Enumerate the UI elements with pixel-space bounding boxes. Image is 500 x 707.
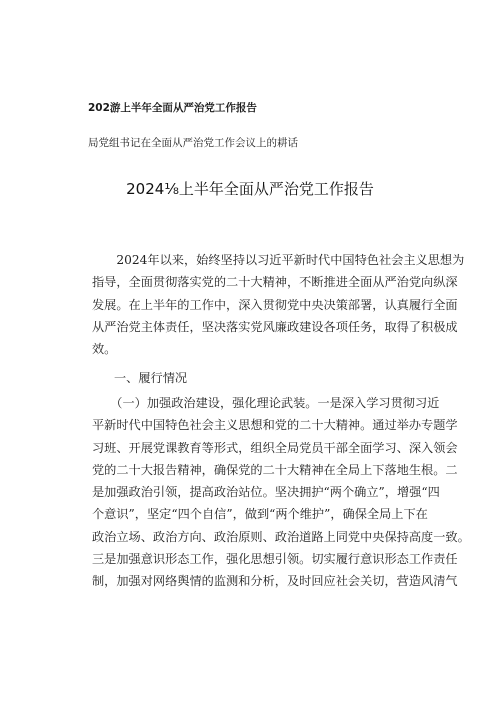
- intro-paragraph: [92, 249, 465, 360]
- paragraph-line: 平新时代中国特色社会主义思想和党的二十大精神。通过举办专题学: [92, 418, 458, 433]
- section-heading: 一、履行情况: [114, 371, 188, 385]
- paragraph-line: 制，加强对网络舆情的监测和分析，及时回应社会关切，营造风清气: [92, 574, 458, 589]
- toc-item-2: 局党组书记在全面从严治党工作会议上的耕话: [88, 137, 298, 149]
- paragraph-line: 三是加强意识形态工作，强化思想引领。切实履行意识形态工作责任: [92, 552, 458, 567]
- document-title: 2024⅛上半年全面从严治党工作报告: [126, 180, 374, 198]
- paragraph-line: 指导，全面贯彻落实党的二十大精神，不断推进全面从严治党向纵深: [92, 275, 458, 290]
- paragraph-line: 发展。在上半年的工作中，深入贯彻党中央决策部署，认真履行全面: [92, 297, 458, 312]
- paragraph-line: 2024年以来，始终坚持以习近平新时代中国特色社会主义思想为: [92, 253, 465, 267]
- section-paragraph: [92, 392, 470, 593]
- paragraph-line: 效。: [92, 342, 117, 357]
- paragraph-line: 党的二十大报告精神，确保党的二十大精神在全局上下落地生根。二: [92, 462, 458, 477]
- paragraph-line: 从严治党主体责任，坚决落实党风廉政建设各项任务，取得了积极成: [92, 319, 458, 334]
- paragraph-line: 是加强政治引领，提高政治站位。坚决拥护“两个确立”，增强“四: [92, 485, 440, 500]
- paragraph-line: 政治立场、政治方向、政治原则、政治道路上同党中央保持高度一致。: [92, 529, 470, 544]
- paragraph-line: 个意识”，坚定“四个自信”，做到“两个维护”，确保全局上下在: [92, 507, 428, 522]
- toc-item-1: 202游上半年全面从严治党工作报告: [88, 102, 257, 114]
- paragraph-line: 习班、开展党课教育等形式，组织全局党员干部全面学习、深入领会: [92, 440, 458, 455]
- paragraph-line: （一）加强政治建设，强化理论武装。一是深入学习贯彻习近: [92, 396, 440, 410]
